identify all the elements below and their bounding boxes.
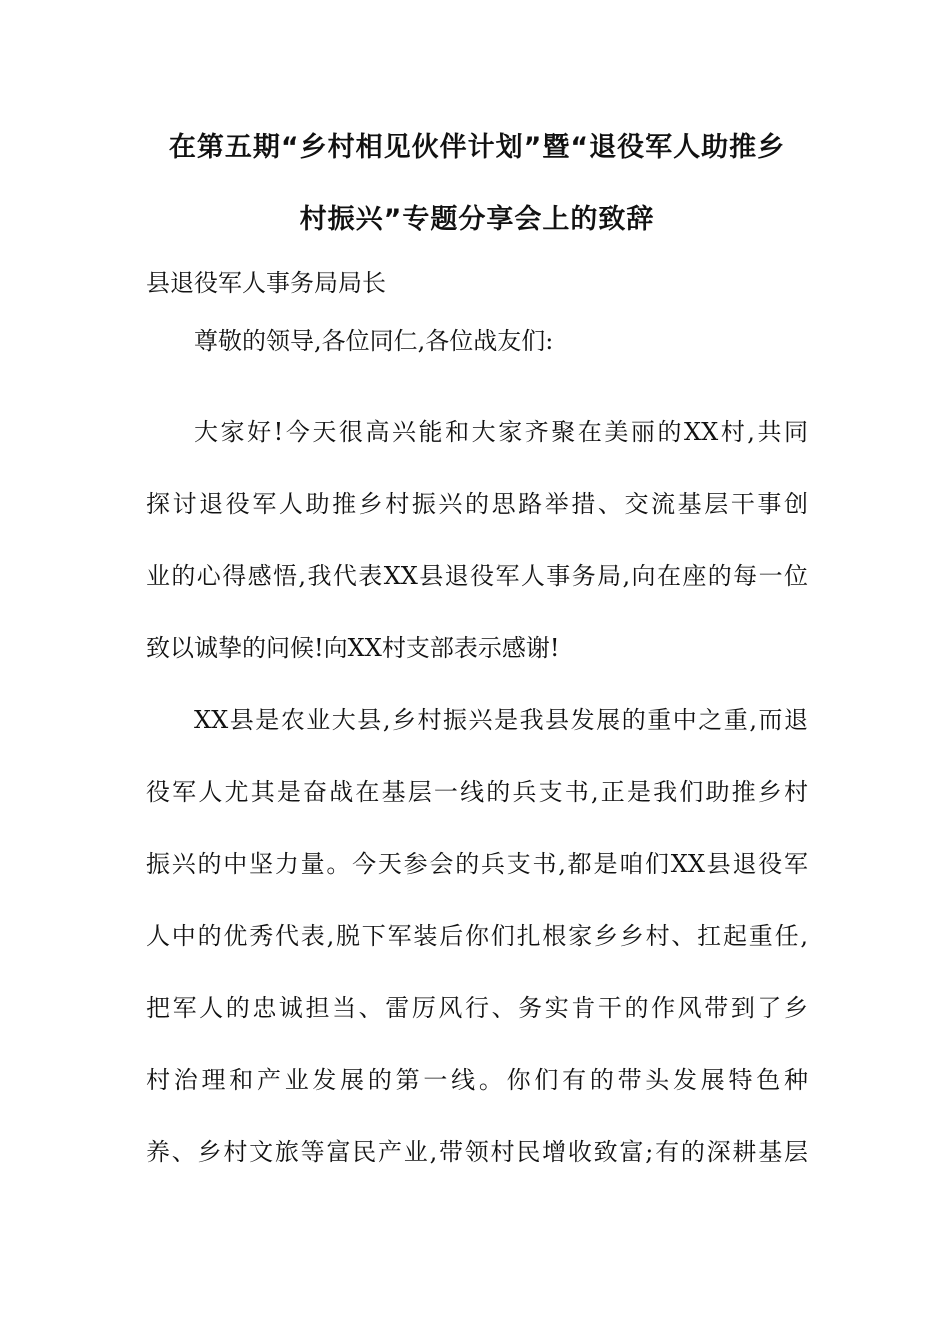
paragraph-line: 大家好!今天很高兴能和大家齐聚在美丽的XX村,共同 (194, 418, 808, 446)
paragraph-line: 村治理和产业发展的第一线。你们有的带头发展特色种 (146, 1066, 808, 1094)
paragraph-line: 养、乡村文旅等富民产业,带领村民增收致富;有的深耕基层 (146, 1138, 808, 1166)
document-page (146, 112, 808, 1188)
paragraph-line: 人中的优秀代表,脱下军装后你们扎根家乡乡村、扛起重任, (146, 922, 808, 950)
author-line: 县退役军人事务局局长 (146, 269, 386, 297)
paragraph-line: 探讨退役军人助推乡村振兴的思路举措、交流基层干事创 (146, 490, 808, 518)
title-line-1: 在第五期“乡村相见伙伴计划”暨“退役军人助推乡 (168, 132, 786, 163)
paragraph-county-overview (146, 684, 808, 1188)
paragraph-line: 业的心得感悟,我代表XX县退役军人事务局,向在座的每一位 (146, 562, 808, 590)
paragraph-line: 把军人的忠诚担当、雷厉风行、务实肯干的作风带到了乡 (146, 994, 808, 1022)
paragraph-line: 致以诚挚的问候!向XX村支部表示感谢! (146, 634, 560, 662)
paragraph-line: XX县是农业大县,乡村振兴是我县发展的重中之重,而退 (194, 706, 808, 734)
paragraph-line: 振兴的中坚力量。今天参会的兵支书,都是咱们XX县退役军 (146, 850, 808, 878)
title-line-2: 村振兴”专题分享会上的致辞 (299, 204, 655, 235)
salutation: 尊敬的领导,各位同仁,各位战友们: (194, 327, 554, 355)
paragraph-greeting (146, 396, 808, 684)
document-title (146, 112, 808, 256)
paragraph-line: 役军人尤其是奋战在基层一线的兵支书,正是我们助推乡村 (146, 778, 808, 806)
